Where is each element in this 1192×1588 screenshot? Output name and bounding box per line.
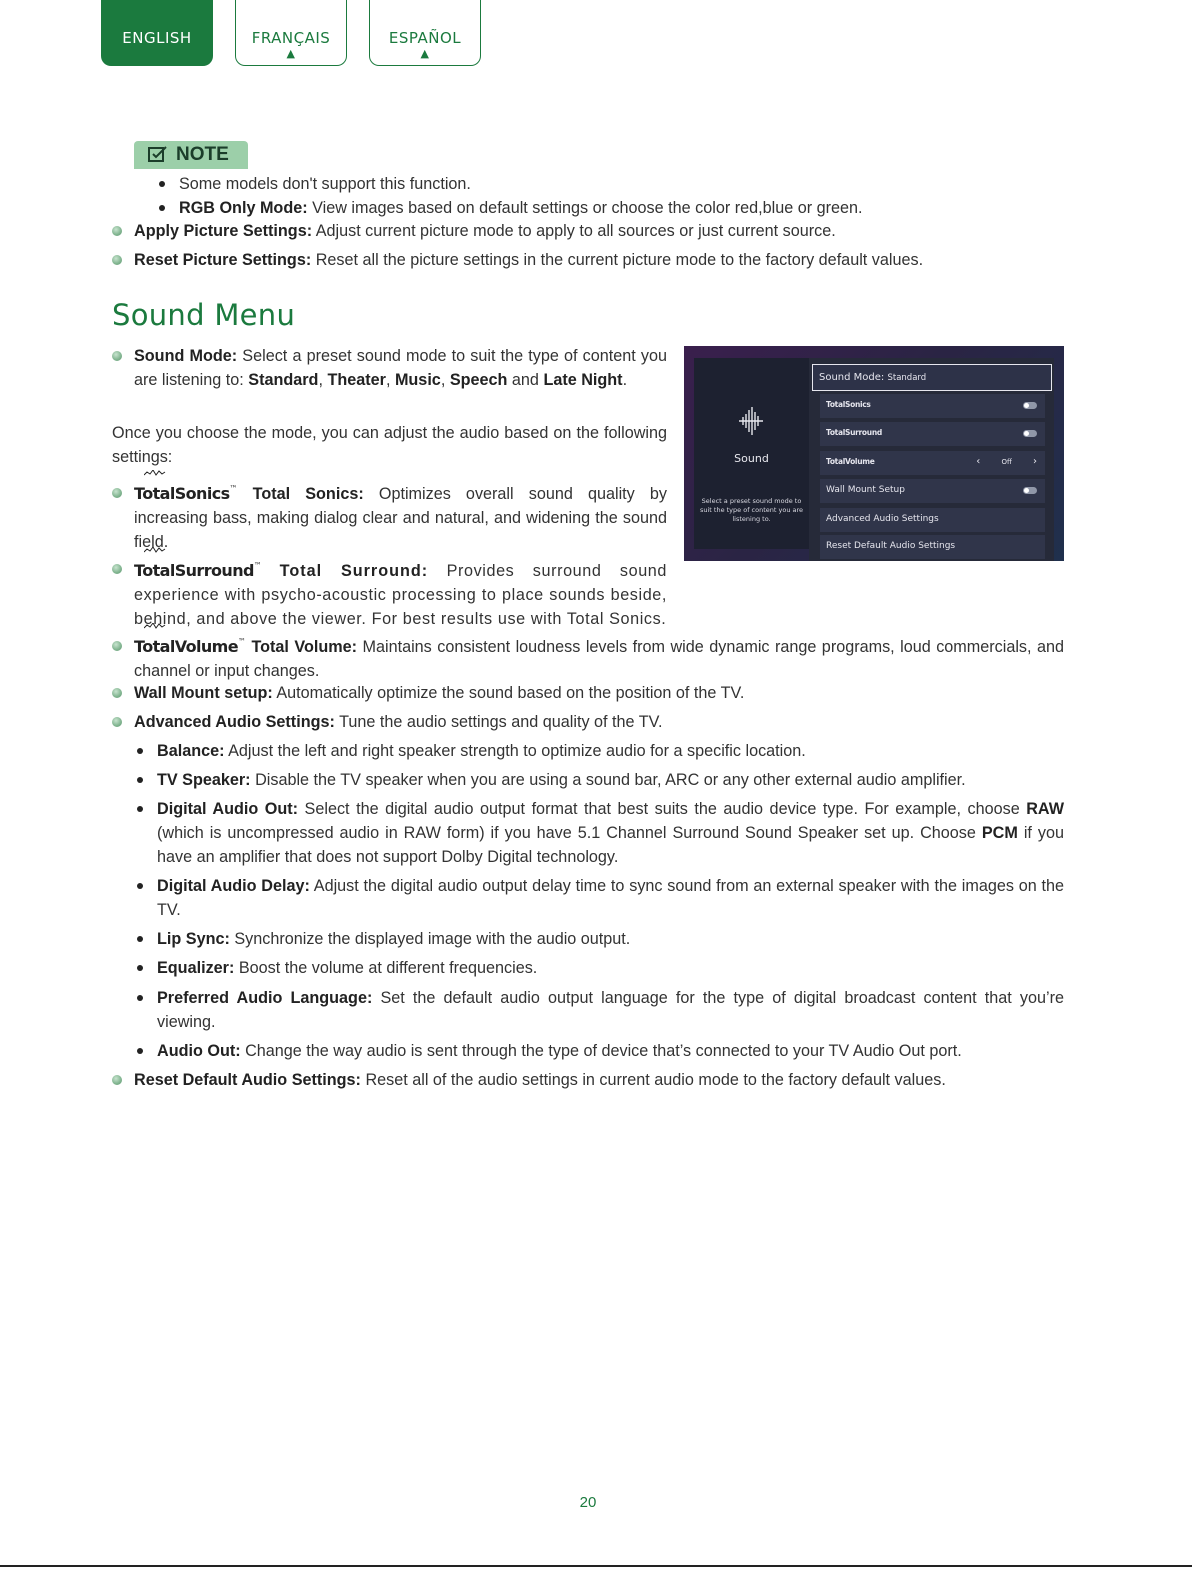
bullet-circle	[112, 255, 122, 265]
item-desc: Adjust the left and right speaker strength to optimize audio for a specific location.	[224, 742, 806, 760]
item-term: Balance:	[157, 742, 225, 760]
item-desc: Provides surround sound experience with psycho-acoustic processing to place sounds beside, behind, and above the viewer. For best results use with Total Sonics.	[134, 562, 667, 628]
tv-advanced-row[interactable]	[820, 508, 1045, 532]
item-term: Reset Default Audio Settings:	[134, 1071, 361, 1089]
item-desc: Optimizes overall sound quality by increasing bass, making dialog clear and natural, and widening the sound field.	[134, 485, 668, 551]
item-term: Reset Picture Settings:	[134, 251, 312, 269]
bullet-circle	[112, 1075, 122, 1085]
totalsonics-logo	[134, 477, 238, 506]
item-desc: Maintains consistent loudness levels from wide dynamic range programs, loud commercials, and channel or input changes.	[134, 638, 1064, 680]
bullet-dot	[137, 995, 143, 1001]
sound-wave-icon	[737, 406, 765, 436]
wall-mount-item	[134, 681, 744, 705]
tab-espanol[interactable]	[369, 0, 481, 66]
tv-row-label: TotalVolume	[826, 457, 875, 466]
totalsurround-logo	[134, 554, 262, 583]
item-desc: if you have an amplifier that does not support Dolby Digital technology.	[157, 824, 1064, 866]
brand-text: TotalSurround	[134, 561, 254, 580]
up-arrow-icon: ▲	[286, 47, 296, 60]
bottom-rule	[0, 1565, 1192, 1567]
chevron-right-icon[interactable]: ›	[1033, 456, 1037, 467]
tv-volume-value: Off	[1001, 458, 1012, 466]
tv-reset-row[interactable]	[820, 535, 1045, 559]
item-term: Total Volume:	[251, 638, 358, 656]
tv-total-sonics-row[interactable]	[820, 394, 1045, 418]
reset-audio-item	[134, 1068, 946, 1092]
up-arrow-icon: ▲	[420, 47, 430, 60]
brand-text: TotalVolume	[134, 637, 239, 656]
tv-volume-selector[interactable]	[976, 456, 1037, 467]
tv-sound-label: Sound	[734, 452, 769, 465]
item-term: Sound Mode:	[134, 347, 238, 365]
item-desc: Select the digital audio output format that best suits the audio device type. For example, choose	[298, 800, 1027, 818]
tv-description: Select a preset sound mode to suit the type of content you are listening to.	[699, 497, 804, 523]
item-desc: Synchronize the displayed image with the audio output.	[229, 930, 631, 948]
toggle-switch[interactable]	[1023, 402, 1037, 409]
total-volume-item	[134, 630, 1064, 683]
note-item-bold: RGB Only Mode:	[179, 199, 308, 217]
mode-music: Music	[394, 371, 441, 389]
tv-row-label: Wall Mount Setup	[826, 485, 905, 495]
advanced-item	[134, 710, 662, 734]
item-desc: Select a preset sound mode to suit the type of content you are listening to:	[134, 347, 667, 389]
tab-francais[interactable]	[235, 0, 347, 66]
section-title: Sound Menu	[112, 298, 296, 332]
bullet-dot	[159, 205, 165, 211]
tv-left-panel	[694, 358, 809, 549]
tab-espanol-label: ESPAÑOL	[388, 29, 462, 47]
intro-paragraph: Once you choose the mode, you can adjust the audio based on the following settings:	[112, 424, 667, 466]
item-term: Total Sonics:	[252, 485, 364, 503]
tv-sound-menu-screenshot	[684, 346, 1064, 561]
tv-row-label: Sound Mode:	[819, 372, 888, 383]
item-term: Lip Sync:	[157, 930, 230, 948]
item-term: Audio Out:	[157, 1042, 241, 1060]
separator: ,	[318, 371, 328, 389]
list-item	[134, 219, 836, 243]
bullet-dot	[137, 806, 143, 812]
tv-sound-mode-row[interactable]	[812, 364, 1052, 391]
sub-item	[157, 986, 1064, 1034]
trademark: ™	[229, 484, 238, 493]
item-desc: (which is uncompressed audio in RAW form) if you have 5.1 Channel Surround Sound Speaker set up. Choose	[157, 824, 982, 842]
item-desc: Reset all of the audio settings in current audio mode to the factory default values.	[360, 1071, 946, 1089]
separator: ,	[440, 371, 450, 389]
note-check-icon	[148, 145, 168, 163]
item-term: Equalizer:	[157, 959, 235, 977]
mode-standard: Standard	[248, 371, 319, 389]
note-item	[179, 196, 863, 220]
item-term: Digital Audio Delay:	[157, 877, 310, 895]
item-desc: Adjust current picture mode to apply to all sources or just current source.	[312, 222, 836, 240]
mode-late-night: Late Night	[543, 371, 623, 389]
note-item	[179, 172, 471, 196]
item-desc: Change the way audio is sent through the type of device that’s connected to your TV Audio Out port.	[240, 1042, 962, 1060]
bullet-circle	[112, 351, 122, 361]
tab-francais-label: FRANÇAIS	[251, 29, 331, 47]
bullet-dot	[137, 883, 143, 889]
bullet-circle	[112, 488, 122, 498]
bullet-circle	[112, 688, 122, 698]
sub-item	[157, 1039, 962, 1063]
tv-row-label: TotalSonics	[826, 400, 871, 409]
item-desc: Disable the TV speaker when you are using a sound bar, ARC or any other external audio amplifier.	[250, 771, 966, 789]
sound-mode-item	[134, 344, 667, 392]
bullet-circle	[112, 226, 122, 236]
toggle-switch[interactable]	[1023, 487, 1037, 494]
separator: .	[622, 371, 628, 389]
trademark: ™	[253, 561, 262, 570]
separator: and	[507, 371, 544, 389]
bullet-circle	[112, 717, 122, 727]
tv-wall-mount-row[interactable]	[820, 479, 1045, 503]
bullet-dot	[137, 965, 143, 971]
sub-item	[157, 739, 806, 763]
toggle-switch[interactable]	[1023, 430, 1037, 437]
item-term: Wall Mount setup:	[134, 684, 273, 702]
tv-row-label: Reset Default Audio Settings	[826, 541, 956, 551]
item-desc: Automatically optimize the sound based on the position of the TV.	[272, 684, 745, 702]
tv-row-label: Advanced Audio Settings	[826, 514, 939, 524]
bullet-dot	[159, 181, 165, 187]
item-term: Digital Audio Out:	[157, 800, 299, 818]
tv-total-surround-row[interactable]	[820, 422, 1045, 446]
bullet-dot	[137, 936, 143, 942]
bullet-circle	[112, 564, 122, 574]
trademark: ™	[238, 637, 247, 646]
item-term: TV Speaker:	[157, 771, 251, 789]
item-term-pcm: PCM	[981, 824, 1018, 842]
item-term: Preferred Audio Language:	[157, 989, 373, 1007]
sub-item	[157, 797, 1064, 869]
tv-row-value: Standard	[887, 373, 927, 383]
mode-speech: Speech	[449, 371, 508, 389]
tv-row-label: TotalSurround	[826, 428, 882, 437]
tv-total-volume-row[interactable]	[820, 451, 1045, 475]
tab-english-label: ENGLISH	[122, 29, 192, 47]
note-label: NOTE	[176, 144, 229, 165]
chevron-left-icon[interactable]: ‹	[976, 456, 981, 467]
item-desc: Adjust the digital audio output delay time to sync sound from an external speaker with the images on the TV.	[157, 877, 1064, 919]
item-desc: Boost the volume at different frequencies.	[234, 959, 538, 977]
tab-english[interactable]	[101, 0, 213, 66]
bullet-dot	[137, 777, 143, 783]
brand-text: TotalSonics	[134, 484, 230, 503]
item-desc: Reset all the picture settings in the current picture mode to the factory default values.	[311, 251, 924, 269]
note-item-text: Some models don't support this function.	[179, 175, 471, 193]
total-surround-item	[134, 554, 667, 631]
note-item-text: View images based on default settings or choose the color red,blue or green.	[307, 199, 863, 217]
separator: ,	[385, 371, 395, 389]
sub-item	[157, 927, 630, 951]
item-desc: Tune the audio settings and quality of the TV.	[334, 713, 663, 731]
list-item	[134, 248, 923, 272]
mode-theater: Theater	[327, 371, 386, 389]
sub-item	[157, 768, 966, 792]
note-badge	[134, 141, 248, 169]
item-desc: Set the default audio output language for the type of digital broadcast content that you’re viewing.	[157, 989, 1064, 1031]
sub-item	[157, 874, 1064, 922]
item-term: Apply Picture Settings:	[134, 222, 313, 240]
bullet-circle	[112, 641, 122, 651]
bullet-dot	[137, 1048, 143, 1054]
bullet-dot	[137, 748, 143, 754]
item-term: Total Surround:	[279, 562, 429, 580]
page-number: 20	[579, 1494, 597, 1511]
total-sonics-item	[134, 477, 667, 554]
item-term-raw: RAW	[1026, 800, 1064, 818]
totalvolume-logo	[134, 630, 246, 659]
item-term: Advanced Audio Settings:	[134, 713, 335, 731]
sub-item	[157, 956, 537, 980]
